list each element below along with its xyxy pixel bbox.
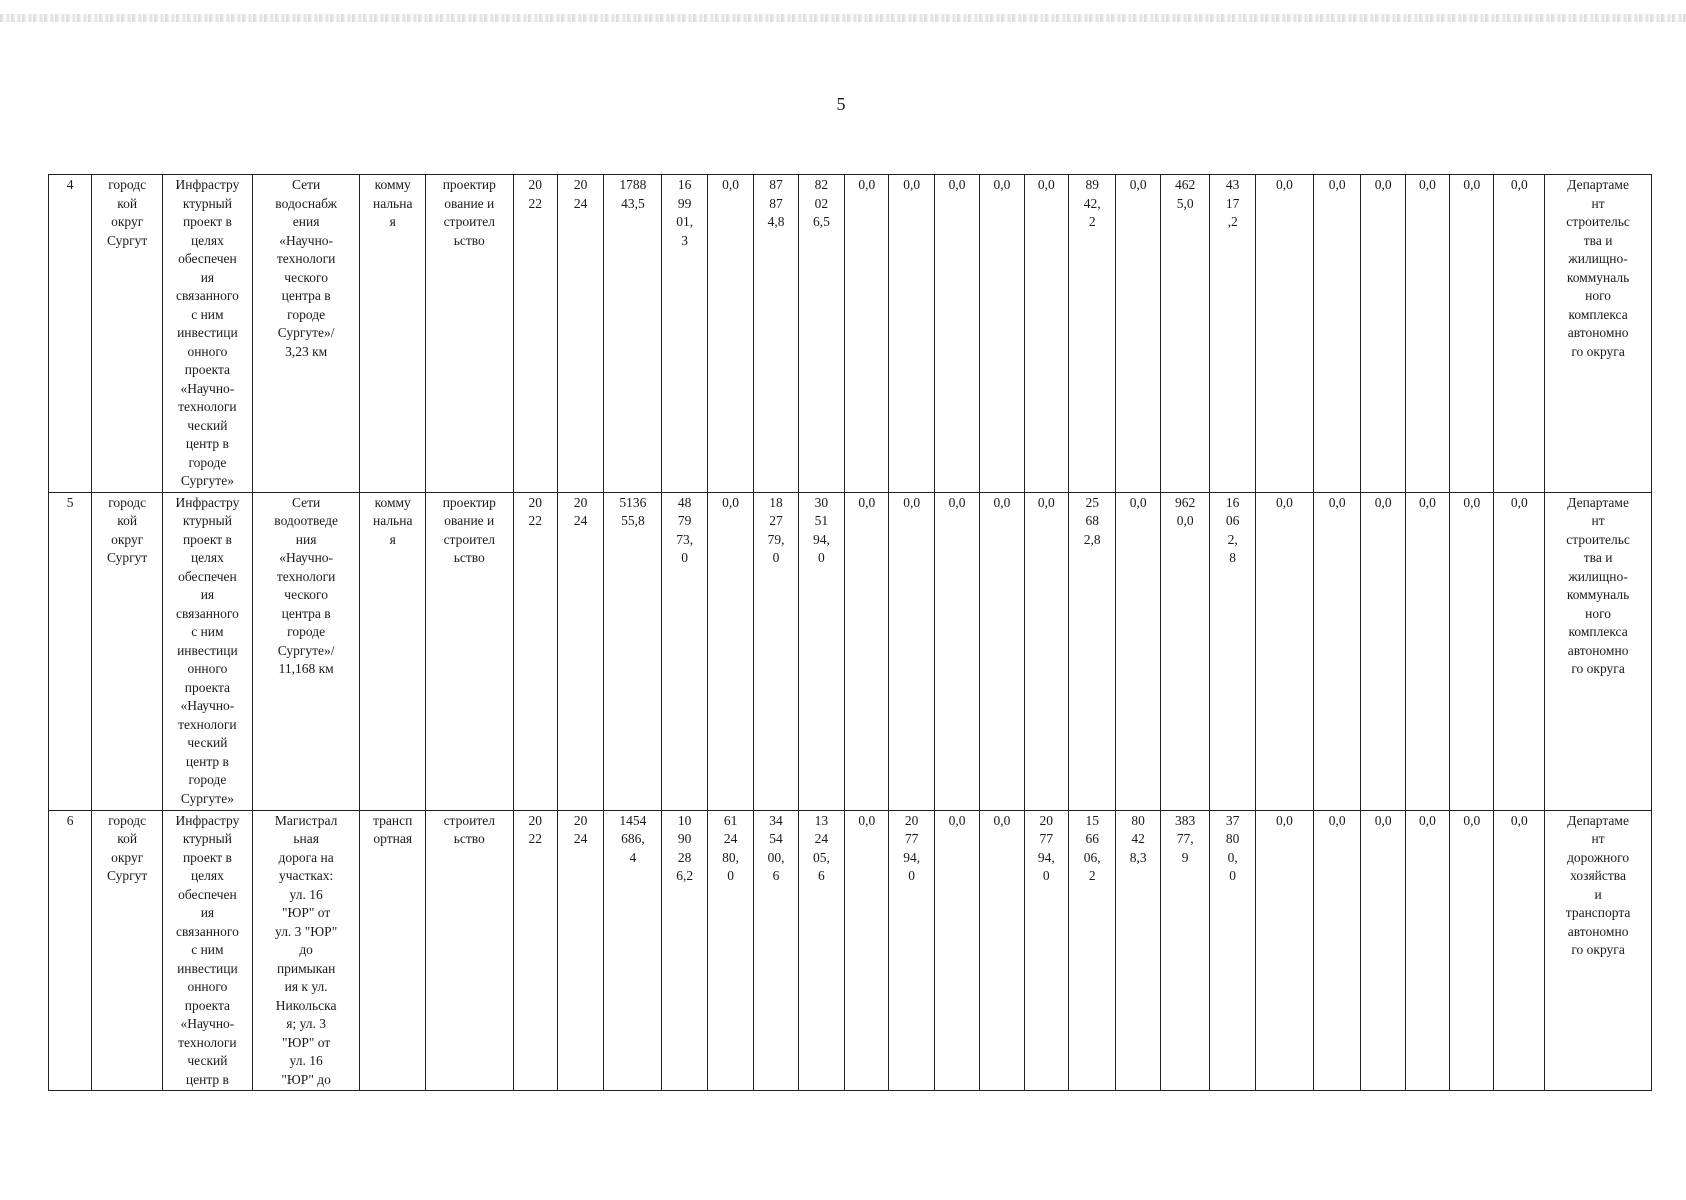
row-number: 4 — [49, 175, 92, 493]
value-cell: 0,0 — [1361, 810, 1405, 1091]
project-name-cell: Инфрастру ктурный проект в целях обеспечен ия связанного с ним инвестици онного проекта «Научно- технологи ческий центр в городе Сургуте» — [163, 492, 253, 810]
responsible-cell: Департаме нт строительс тва и жилищно- коммуналь ного комплекса автономно го округа — [1545, 492, 1652, 810]
value-cell: 0,0 — [1405, 175, 1449, 493]
project-name-cell: Инфрастру ктурный проект в целях обеспечен ия связанного с ним инвестици онного проекта «Научно- технологи ческий центр в городе Сургуте» — [163, 175, 253, 493]
value-cell: 61 24 80, 0 — [707, 810, 753, 1091]
table-row — [49, 175, 1652, 493]
value-cell: 89 42, 2 — [1068, 175, 1116, 493]
value-cell: 37 80 0, 0 — [1210, 810, 1255, 1091]
row-number: 6 — [49, 810, 92, 1091]
value-cell: 0,0 — [845, 492, 889, 810]
value-cell: 0,0 — [1405, 492, 1449, 810]
total-cost-cell: 1788 43,5 — [604, 175, 662, 493]
value-cell: 13 24 05, 6 — [798, 810, 844, 1091]
municipality-cell: городс кой округ Сургут — [92, 175, 163, 493]
value-cell: 20 77 94, 0 — [889, 810, 934, 1091]
value-cell: 25 68 2,8 — [1068, 492, 1116, 810]
start-year-cell: 20 22 — [513, 810, 557, 1091]
work-type-cell: проектир ование и строител ьство — [425, 175, 513, 493]
project-name-cell: Инфрастру ктурный проект в целях обеспечен ия связанного с ним инвестици онного проекта «Научно- технологи ческий центр в — [163, 810, 253, 1091]
value-cell: 0,0 — [1024, 492, 1068, 810]
value-cell: 0,0 — [1255, 492, 1313, 810]
value-cell: 0,0 — [1450, 810, 1494, 1091]
sphere-cell: комму нальна я — [360, 175, 425, 493]
responsible-cell: Департаме нт дорожного хозяйства и транспорта автономно го округа — [1545, 810, 1652, 1091]
value-cell: 82 02 6,5 — [798, 175, 844, 493]
responsible-cell: Департаме нт строительс тва и жилищно- коммуналь ного комплекса автономно го округа — [1545, 175, 1652, 493]
value-cell: 0,0 — [980, 175, 1024, 493]
value-cell: 16 99 01, 3 — [662, 175, 707, 493]
value-cell: 0,0 — [1313, 492, 1361, 810]
value-cell: 0,0 — [1313, 175, 1361, 493]
value-cell: 0,0 — [1494, 492, 1545, 810]
value-cell: 0,0 — [1450, 492, 1494, 810]
total-cost-cell: 5136 55,8 — [604, 492, 662, 810]
table-row — [49, 492, 1652, 810]
sphere-cell: трансп ортная — [360, 810, 425, 1091]
work-type-cell: строител ьство — [425, 810, 513, 1091]
value-cell: 87 87 4,8 — [754, 175, 798, 493]
object-name-cell: Магистрал ьная дорога на участках: ул. 16 "ЮР" от ул. 3 "ЮР" до примыкан ия к ул. Никольска я; ул. 3 "ЮР" от ул. 16 "ЮР" до — [252, 810, 360, 1091]
work-type-cell: проектир ование и строител ьство — [425, 492, 513, 810]
municipality-cell: городс кой округ Сургут — [92, 492, 163, 810]
value-cell: 16 06 2, 8 — [1210, 492, 1255, 810]
value-cell: 0,0 — [707, 492, 753, 810]
value-cell: 10 90 28 6,2 — [662, 810, 707, 1091]
start-year-cell: 20 22 — [513, 175, 557, 493]
value-cell: 0,0 — [980, 492, 1024, 810]
value-cell: 18 27 79, 0 — [754, 492, 798, 810]
municipality-cell: городс кой округ Сургут — [92, 810, 163, 1091]
value-cell: 0,0 — [1405, 810, 1449, 1091]
value-cell: 962 0,0 — [1160, 492, 1210, 810]
value-cell: 383 77, 9 — [1160, 810, 1210, 1091]
value-cell: 0,0 — [1450, 175, 1494, 493]
value-cell: 0,0 — [1116, 492, 1160, 810]
scan-edge-artifact — [0, 14, 1686, 22]
end-year-cell: 20 24 — [557, 492, 603, 810]
value-cell: 0,0 — [889, 175, 934, 493]
value-cell: 20 77 94, 0 — [1024, 810, 1068, 1091]
value-cell: 0,0 — [1494, 175, 1545, 493]
value-cell: 0,0 — [845, 810, 889, 1091]
value-cell: 0,0 — [1361, 492, 1405, 810]
value-cell: 0,0 — [1024, 175, 1068, 493]
value-cell: 48 79 73, 0 — [662, 492, 707, 810]
object-name-cell: Сети водоотведе ния «Научно- технологи ческого центра в городе Сургуте»/ 11,168 км — [252, 492, 360, 810]
table-row — [49, 810, 1652, 1091]
value-cell: 0,0 — [934, 810, 979, 1091]
value-cell: 0,0 — [1116, 175, 1160, 493]
value-cell: 30 51 94, 0 — [798, 492, 844, 810]
value-cell: 0,0 — [889, 492, 934, 810]
total-cost-cell: 1454 686, 4 — [604, 810, 662, 1091]
value-cell: 0,0 — [1255, 810, 1313, 1091]
row-number: 5 — [49, 492, 92, 810]
start-year-cell: 20 22 — [513, 492, 557, 810]
value-cell: 0,0 — [1255, 175, 1313, 493]
end-year-cell: 20 24 — [557, 175, 603, 493]
value-cell: 43 17 ,2 — [1210, 175, 1255, 493]
page-number: 5 — [836, 94, 846, 114]
value-cell: 0,0 — [1313, 810, 1361, 1091]
value-cell: 462 5,0 — [1160, 175, 1210, 493]
end-year-cell: 20 24 — [557, 810, 603, 1091]
value-cell: 0,0 — [934, 175, 979, 493]
value-cell: 0,0 — [1361, 175, 1405, 493]
value-cell: 34 54 00, 6 — [754, 810, 798, 1091]
value-cell: 0,0 — [934, 492, 979, 810]
value-cell: 0,0 — [707, 175, 753, 493]
value-cell: 15 66 06, 2 — [1068, 810, 1116, 1091]
investment-projects-table — [48, 174, 1652, 1091]
value-cell: 80 42 8,3 — [1116, 810, 1160, 1091]
value-cell: 0,0 — [980, 810, 1024, 1091]
object-name-cell: Сети водоснабж ения «Научно- технологи ческого центра в городе Сургуте»/ 3,23 км — [252, 175, 360, 493]
value-cell: 0,0 — [845, 175, 889, 493]
sphere-cell: комму нальна я — [360, 492, 425, 810]
value-cell: 0,0 — [1494, 810, 1545, 1091]
